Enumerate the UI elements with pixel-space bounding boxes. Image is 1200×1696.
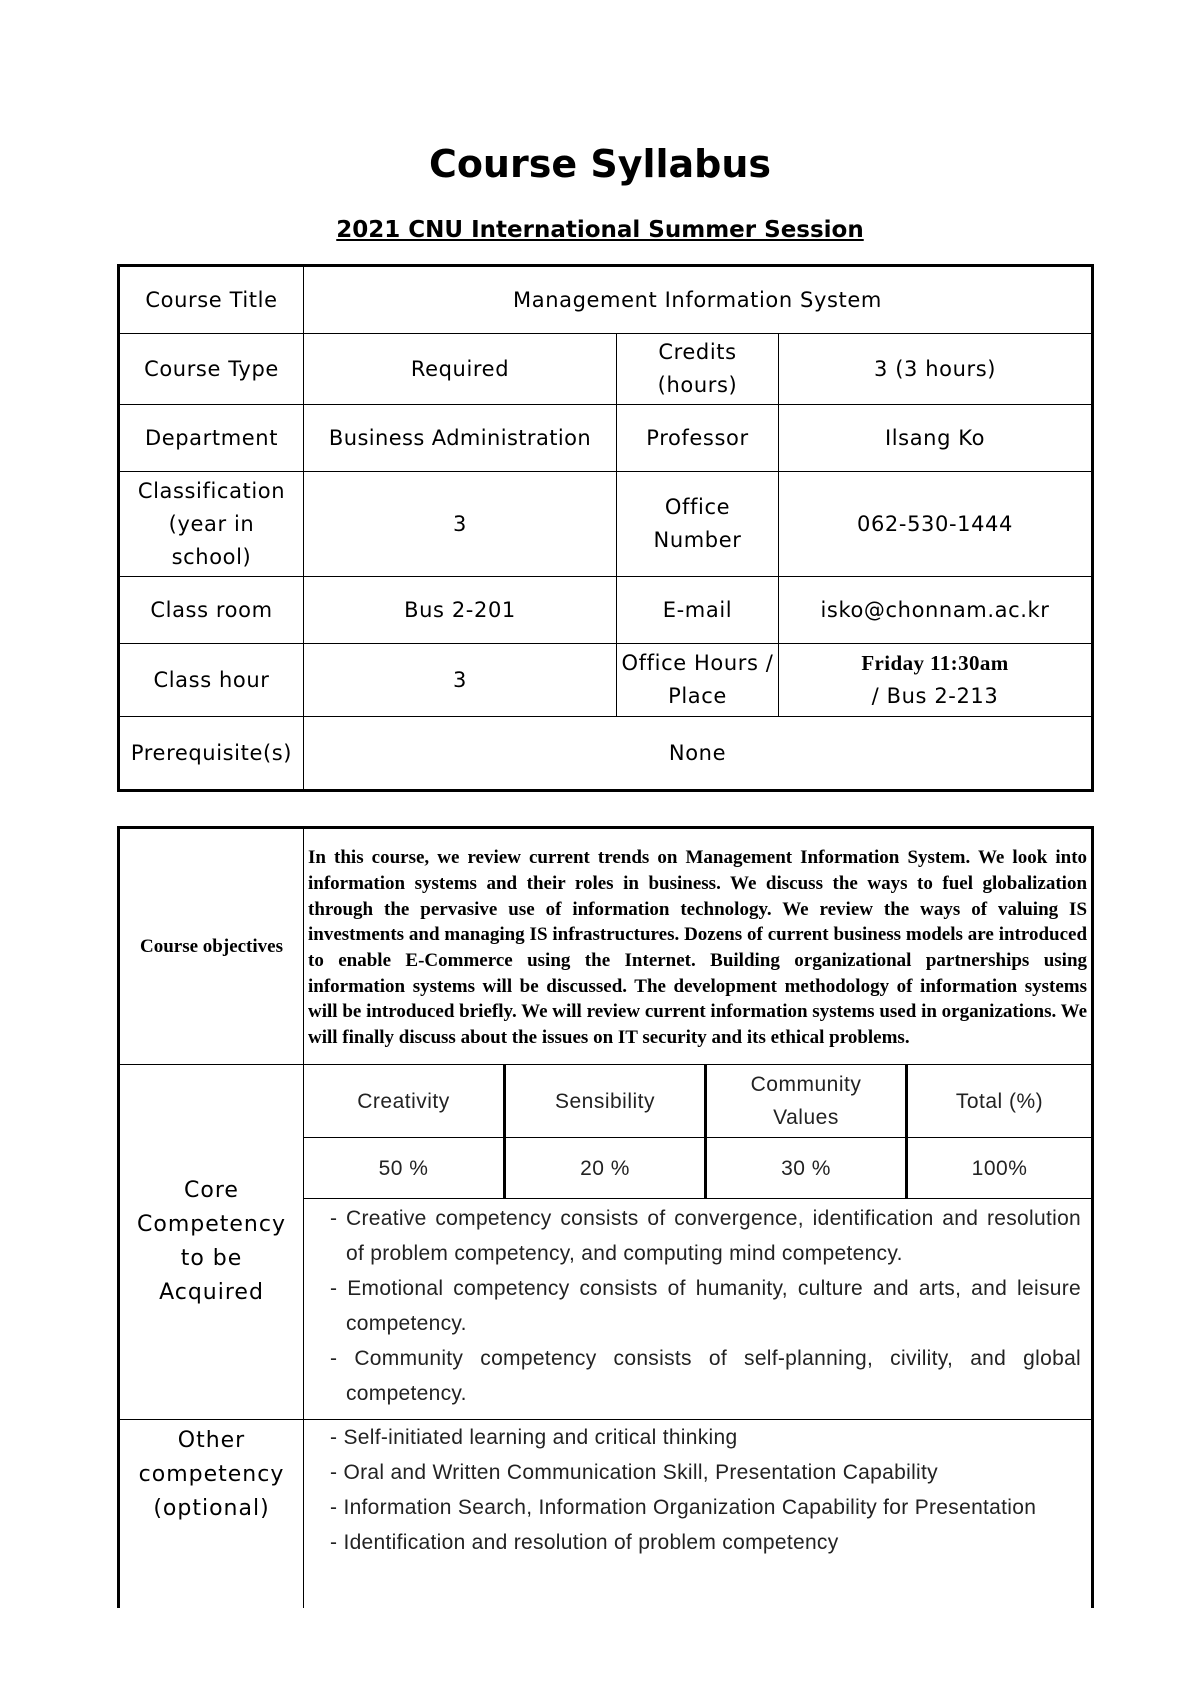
- office-hours-value: [779, 644, 1093, 717]
- prerequisites-value: None: [304, 717, 1093, 791]
- list-item: - Emotional competency consists of humanity, culture and arts, and leisure competency.: [330, 1271, 1081, 1341]
- other-competency-label: Other competency (optional): [119, 1420, 304, 1609]
- department-label: Department: [119, 405, 304, 472]
- list-item: - Community competency consists of self-planning, civility, and global competency.: [330, 1341, 1081, 1411]
- list-item: - Information Search, Information Organization Capability for Presentation: [330, 1490, 1081, 1525]
- email-label: E-mail: [617, 577, 779, 644]
- other-competency-cell: [304, 1420, 1093, 1609]
- table-row: [119, 828, 1093, 1065]
- office-number-label: Office Number: [617, 472, 779, 577]
- course-detail-table: [117, 826, 1094, 1608]
- course-type-label: Course Type: [119, 334, 304, 405]
- list-item: - Self-initiated learning and critical thinking: [330, 1420, 1081, 1455]
- course-title-value: Management Information System: [304, 266, 1093, 334]
- department-value: Business Administration: [304, 405, 617, 472]
- list-item: - Creative competency consists of convergence, identification and resolution of problem competency, and computing mind competency.: [330, 1201, 1081, 1271]
- course-objectives-label: Course objectives: [119, 828, 304, 1065]
- table-row: [119, 717, 1093, 791]
- course-info-table: [117, 264, 1094, 792]
- credits-label: Credits (hours): [617, 334, 779, 405]
- competency-header-sensibility: Sensibility: [505, 1065, 706, 1138]
- table-row: [119, 334, 1093, 405]
- competency-description-list: [304, 1199, 1091, 1417]
- credits-value: 3 (3 hours): [779, 334, 1093, 405]
- professor-value: Ilsang Ko: [779, 405, 1093, 472]
- table-row: [119, 472, 1093, 577]
- table-row: [119, 1065, 1093, 1138]
- competency-value-community: 30 %: [706, 1138, 907, 1199]
- list-item: - Identification and resolution of problem competency: [330, 1525, 1081, 1560]
- competency-value-total: 100%: [907, 1138, 1093, 1199]
- competency-descriptions: [304, 1199, 1093, 1420]
- table-row: [119, 1420, 1093, 1609]
- class-room-value: Bus 2-201: [304, 577, 617, 644]
- classification-value: 3: [304, 472, 617, 577]
- course-type-value: Required: [304, 334, 617, 405]
- table-row: [119, 405, 1093, 472]
- class-hour-label: Class hour: [119, 644, 304, 717]
- other-competency-list: [304, 1420, 1091, 1566]
- course-objectives-text: In this course, we review current trends on Management Information System. We look into information systems and their roles in business. We discuss the ways to fuel globalization through the pervasive use of information technology. We review the ways of valuing IS investments and managing IS infrastructures. Dozens of current business models are introduced to enable E-Commerce using the Internet. Building organizational partnerships using information systems will be discussed. The development methodology of information systems will be introduced briefly. We will review current information systems used in organizations. We will finally discuss about the issues on IT security and its ethical problems.: [304, 828, 1093, 1065]
- table-row: [119, 577, 1093, 644]
- office-number-value: 062-530-1444: [779, 472, 1093, 577]
- table-row: [119, 266, 1093, 334]
- list-item: - Oral and Written Communication Skill, Presentation Capability: [330, 1455, 1081, 1490]
- prerequisites-label: Prerequisite(s): [119, 717, 304, 791]
- email-value: isko@chonnam.ac.kr: [779, 577, 1093, 644]
- core-competency-label: Core Competency to be Acquired: [119, 1065, 304, 1420]
- classification-label: Classification (year in school): [119, 472, 304, 577]
- professor-label: Professor: [617, 405, 779, 472]
- office-hours-place: / Bus 2-213: [871, 684, 999, 708]
- class-hour-value: 3: [304, 644, 617, 717]
- page-subtitle: 2021 CNU International Summer Session: [336, 217, 864, 243]
- competency-header-creativity: Creativity: [304, 1065, 505, 1138]
- competency-value-creativity: 50 %: [304, 1138, 505, 1199]
- table-row: [119, 644, 1093, 717]
- office-hours-time: Friday 11:30am: [861, 651, 1009, 675]
- course-title-label: Course Title: [119, 266, 304, 334]
- page-title: Course Syllabus: [428, 142, 772, 186]
- office-hours-label: Office Hours / Place: [617, 644, 779, 717]
- competency-value-sensibility: 20 %: [505, 1138, 706, 1199]
- class-room-label: Class room: [119, 577, 304, 644]
- competency-header-total: Total (%): [907, 1065, 1093, 1138]
- competency-header-community: Community Values: [706, 1065, 907, 1138]
